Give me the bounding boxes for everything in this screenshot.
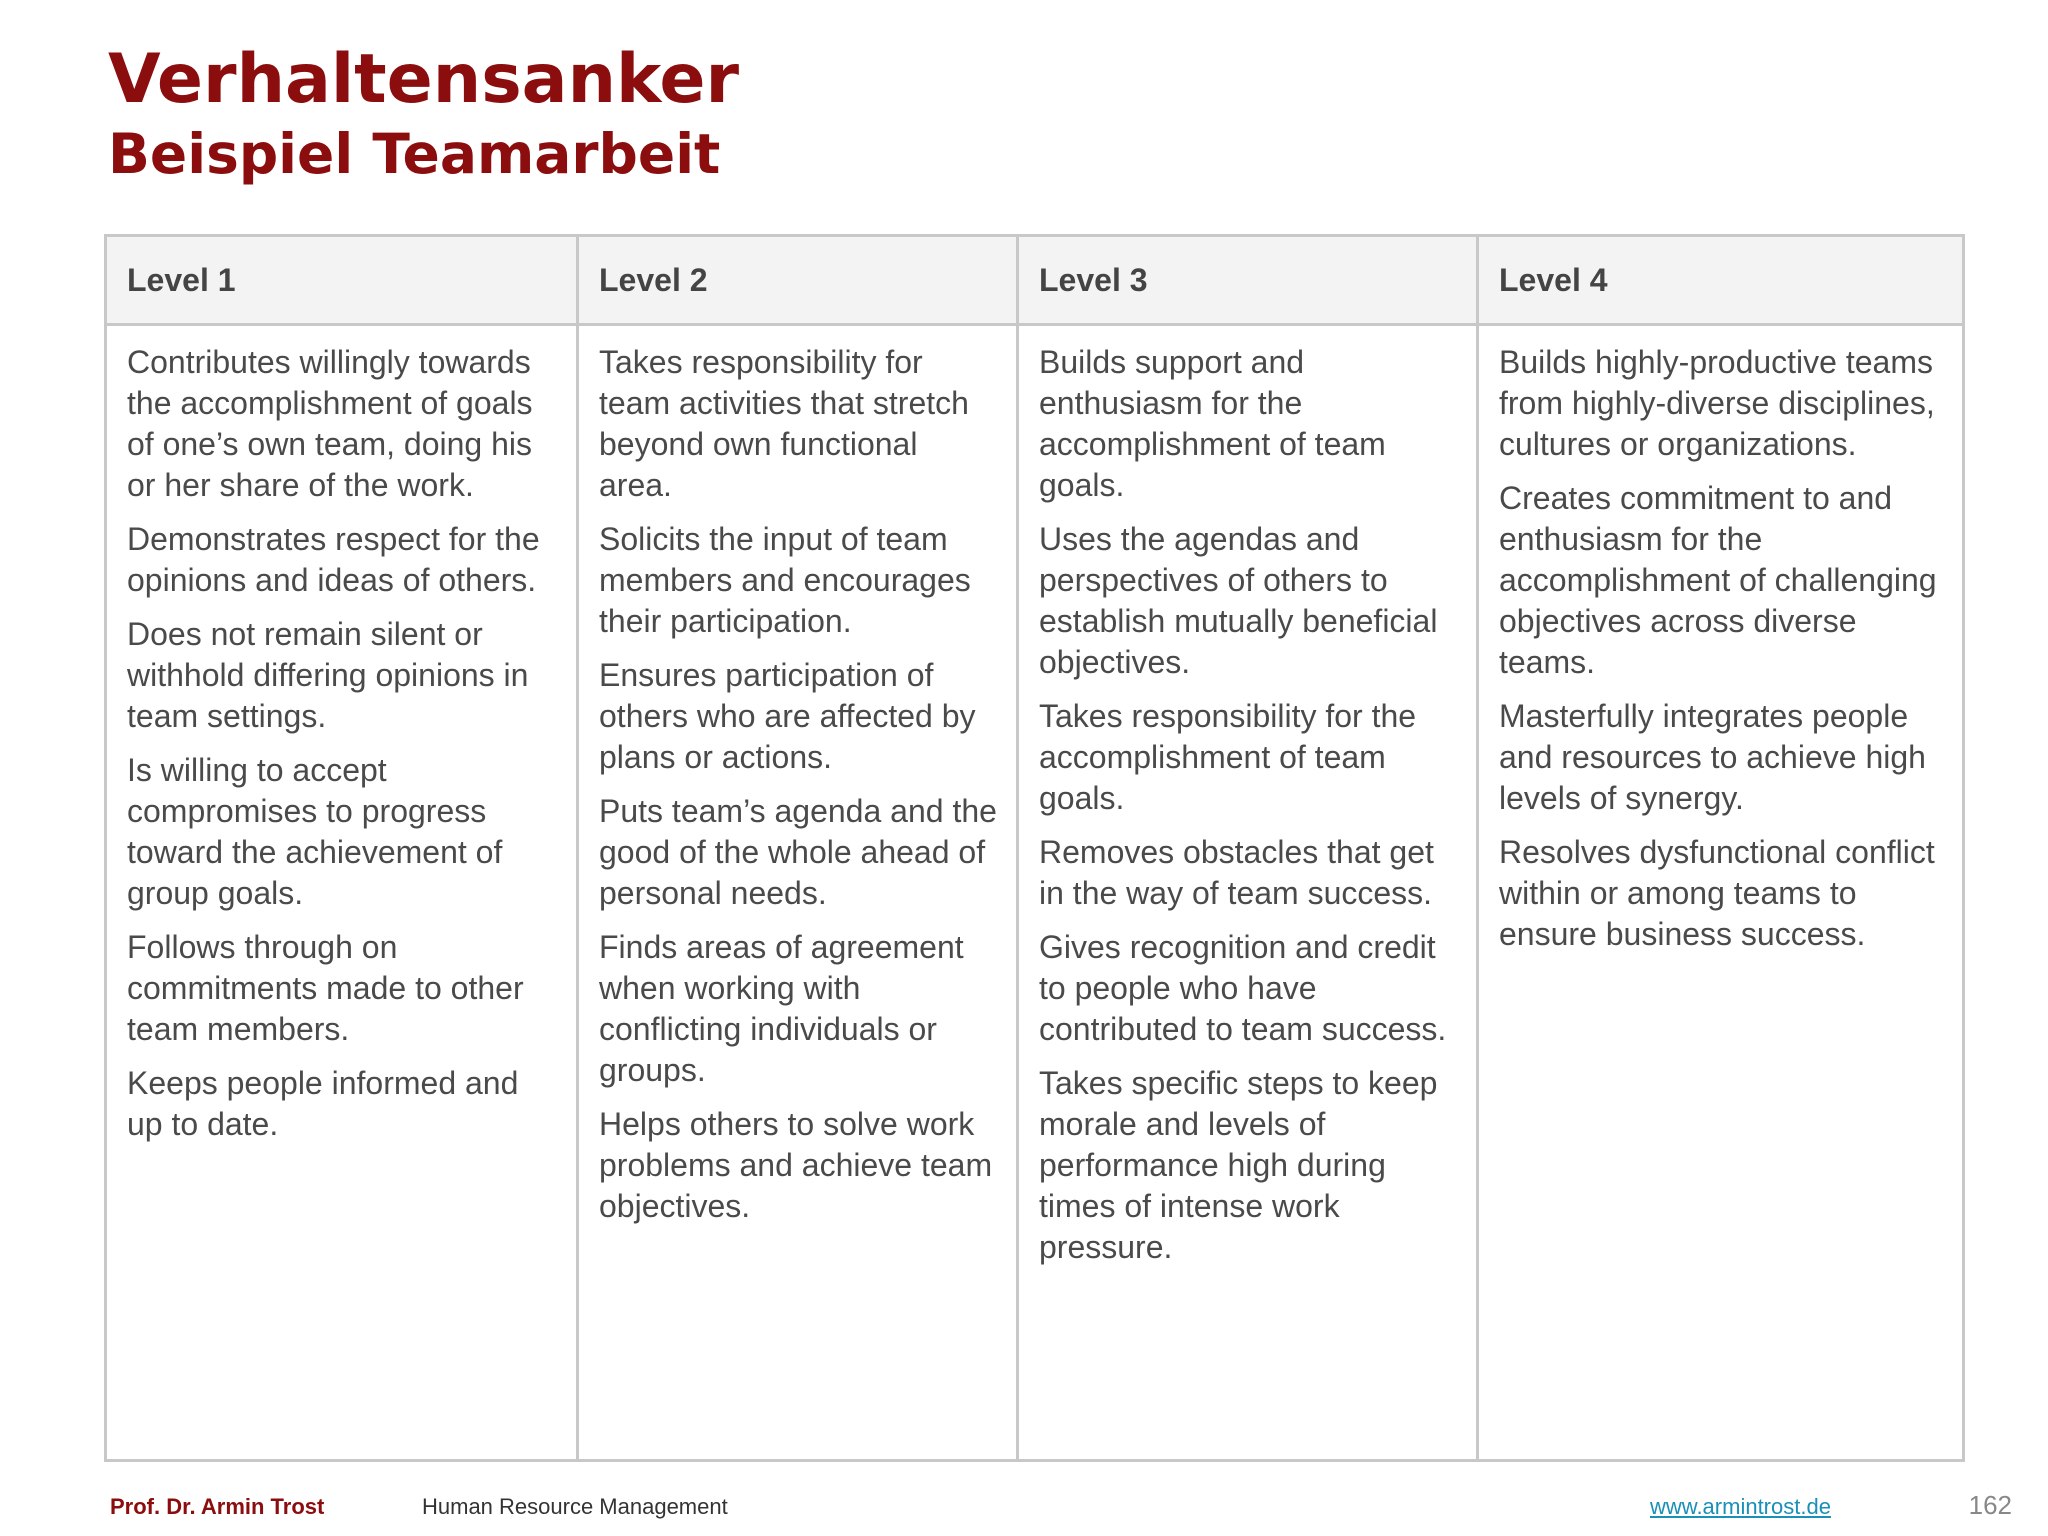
behavior-item: Builds highly-productive teams from highly-diverse disciplines, cultures or organizations. (1499, 344, 1935, 462)
behavior-item: Builds support and enthusiasm for the accomplishment of team goals. (1039, 344, 1386, 503)
slide-subtitle: Beispiel Teamarbeit (108, 122, 721, 186)
column-header-level-2: Level 2 (578, 236, 1018, 325)
behavior-item: Takes responsibility for team activities that stretch beyond own functional area. (599, 344, 969, 503)
footer-course: Human Resource Management (422, 1494, 728, 1519)
behavior-item: Solicits the input of team members and encourages their participation. (599, 521, 971, 639)
level-2-cell (578, 325, 1018, 1461)
behavior-item: Keeps people informed and up to date. (127, 1065, 519, 1142)
footer-author: Prof. Dr. Armin Trost (110, 1494, 325, 1519)
behavior-item: Helps others to solve work problems and achieve team objectives. (599, 1106, 993, 1224)
page-number: 162 (1968, 1490, 2012, 1520)
column-header-level-4: Level 4 (1478, 236, 1964, 325)
behavior-item: Takes specific steps to keep morale and levels of performance high during times of intense work pressure. (1039, 1065, 1438, 1265)
behavior-item: Ensures participation of others who are affected by plans or actions. (599, 657, 976, 775)
behavior-item: Is willing to accept compromises to progress toward the achievement of group goals. (127, 752, 503, 911)
behavior-item: Follows through on commitments made to other team members. (127, 929, 524, 1047)
column-header-level-3: Level 3 (1018, 236, 1478, 325)
behavior-anchor-table (104, 234, 1965, 1462)
behavior-item: Gives recognition and credit to people who have contributed to team success. (1039, 929, 1447, 1047)
behavior-item: Puts team’s agenda and the good of the whole ahead of personal needs. (599, 793, 997, 911)
behavior-item: Creates commitment to and enthusiasm for the accomplishment of challenging objectives across diverse teams. (1499, 480, 1937, 680)
behavior-item: Takes responsibility for the accomplishment of team goals. (1039, 698, 1417, 816)
behavior-item: Finds areas of agreement when working with conflicting individuals or groups. (599, 929, 964, 1088)
level-4-cell (1478, 325, 1964, 1461)
behavior-item: Masterfully integrates people and resources to achieve high levels of synergy. (1499, 698, 1926, 816)
slide-title: Verhaltensanker (108, 40, 740, 119)
behavior-item: Demonstrates respect for the opinions and ideas of others. (127, 521, 540, 598)
column-header-level-1: Level 1 (106, 236, 578, 325)
behavior-item: Contributes willingly towards the accomplishment of goals of one’s own team, doing his or her share of the work. (127, 344, 533, 503)
level-1-cell (106, 325, 578, 1461)
website-link[interactable]: www.armintrost.de (1650, 1494, 1831, 1519)
behavior-item: Does not remain silent or withhold differing opinions in team settings. (127, 616, 529, 734)
table-header-row (106, 236, 1964, 325)
table-body-row (106, 325, 1964, 1461)
level-3-cell (1018, 325, 1478, 1461)
behavior-item: Uses the agendas and perspectives of others to establish mutually beneficial objectives. (1039, 521, 1438, 680)
behavior-item: Resolves dysfunctional conflict within or among teams to ensure business success. (1499, 834, 1935, 952)
behavior-item: Removes obstacles that get in the way of team success. (1039, 834, 1434, 911)
